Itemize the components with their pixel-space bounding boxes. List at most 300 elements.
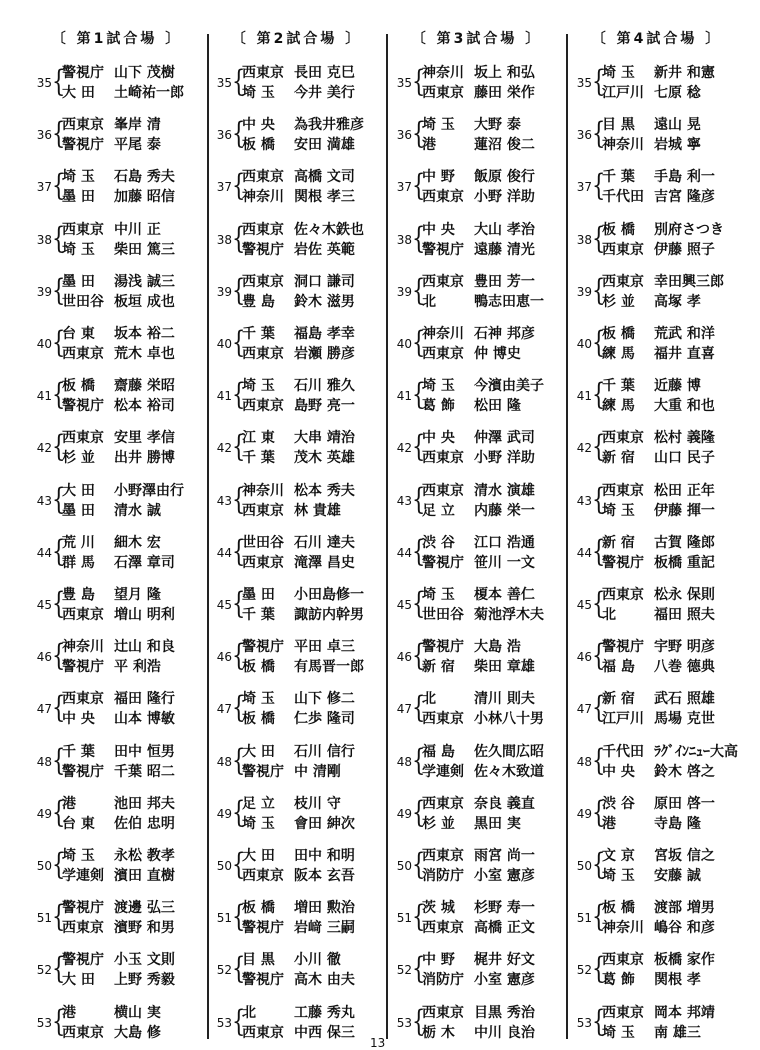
player-name: 枝川 守 (294, 795, 341, 812)
player-name: 佐久間広昭 (474, 743, 544, 760)
competitor-bottom (602, 709, 715, 729)
team-name: 埼 玉 (602, 868, 635, 884)
pairing-brace-icon: { (52, 638, 66, 674)
team-name: 警視庁 (422, 241, 464, 258)
player-name: 土崎祐一郎 (114, 85, 184, 101)
match-number: 42 (36, 441, 52, 456)
team-name: 西東京 (602, 1004, 644, 1021)
player-name: 内藤 栄一 (474, 502, 535, 519)
team-name: 江 東 (242, 430, 275, 447)
competitor-bottom (62, 135, 161, 155)
competitor-top (62, 428, 175, 448)
player-name: 清水 演雄 (474, 482, 535, 499)
competitor-top (602, 1003, 715, 1023)
player-name: 今井 美行 (294, 85, 355, 101)
player-name: 遠藤 清光 (474, 241, 535, 258)
competitor-top (242, 481, 355, 501)
pairing-brace-icon: { (52, 272, 66, 308)
pairing-brace-icon: { (232, 951, 246, 987)
competitor-top (62, 794, 175, 814)
team-name: 学連剣 (422, 763, 464, 780)
player-name: 小川 徹 (294, 952, 341, 969)
match-number: 43 (576, 493, 592, 508)
player-name: 福島 孝幸 (294, 326, 355, 342)
team-name: 埼 玉 (242, 378, 275, 395)
player-name: 菊池浮木夫 (474, 607, 544, 623)
competitor-top (602, 272, 724, 292)
competitor-top (602, 167, 715, 187)
competitor-bottom (242, 657, 364, 677)
team-name: 埼 玉 (62, 241, 95, 258)
match-entry (28, 532, 206, 576)
match-number: 49 (576, 806, 592, 821)
team-name: 西東京 (422, 273, 464, 290)
player-name: 飯原 俊行 (474, 169, 535, 186)
competitor-bottom (602, 292, 701, 312)
competitor-bottom (242, 866, 355, 886)
player-name: 杉野 寿一 (474, 900, 535, 917)
team-name: 埼 玉 (62, 848, 95, 864)
team-name: 世田谷 (422, 607, 464, 623)
player-name: 岩城 寧 (654, 137, 701, 154)
player-name: 宮坂 信之 (654, 848, 715, 864)
team-name: 中 央 (422, 430, 455, 447)
player-name: 安藤 誠 (654, 868, 701, 884)
competitor-bottom (242, 553, 355, 573)
competitor-top (602, 324, 715, 344)
pairing-brace-icon: { (412, 377, 426, 413)
competitor-top (602, 63, 715, 83)
match-number: 49 (396, 806, 412, 821)
team-name: 西東京 (62, 117, 104, 134)
match-entry (28, 897, 206, 941)
player-name: 小室 憲彦 (474, 868, 535, 884)
competitor-bottom (242, 292, 355, 312)
team-name: 警視庁 (62, 952, 104, 969)
match-number: 38 (36, 232, 52, 247)
pairing-brace-icon: { (592, 168, 606, 204)
team-name: 西東京 (422, 189, 464, 206)
pairing-brace-icon: { (232, 220, 246, 256)
competitor-bottom (62, 501, 161, 521)
competitor-top (62, 115, 161, 135)
team-name: 神奈川 (422, 65, 464, 81)
competitor-top (602, 220, 724, 240)
team-name: 千 葉 (242, 450, 275, 467)
team-name: 板 橋 (242, 137, 275, 154)
player-name: 馬場 克世 (654, 711, 715, 728)
team-name: 警視庁 (62, 900, 104, 917)
player-name: 豊田 芳一 (474, 273, 535, 290)
pairing-brace-icon: { (592, 690, 606, 726)
player-name: 有馬晋一郎 (294, 659, 364, 676)
team-name: 埼 玉 (242, 815, 275, 832)
competitor-top (422, 167, 535, 187)
player-name: 松田 隆 (474, 398, 521, 415)
competitor-top (62, 533, 161, 553)
team-name: 葛 飾 (602, 972, 635, 989)
team-name: 西東京 (242, 554, 284, 571)
player-name: 湯浅 誠三 (114, 273, 175, 290)
player-name: 高木 由夫 (294, 972, 355, 989)
competitor-top (422, 481, 535, 501)
team-name: 中 野 (422, 169, 455, 186)
match-number: 50 (396, 859, 412, 873)
player-name: 荒木 卓也 (114, 346, 175, 362)
player-name: 細木 宏 (114, 534, 161, 551)
match-entry (208, 323, 386, 367)
competitor-bottom (62, 396, 175, 416)
player-name: 辻山 和良 (114, 639, 175, 656)
match-entry (568, 949, 746, 993)
competitor-bottom (422, 1023, 535, 1043)
team-name: 千 葉 (242, 607, 275, 623)
team-name: 警視庁 (602, 639, 644, 656)
player-name: 目黒 秀治 (474, 1004, 535, 1021)
team-name: 北 (422, 293, 436, 310)
team-name: 板 橋 (242, 711, 275, 728)
competitor-bottom (422, 605, 544, 625)
team-name: 板 橋 (602, 326, 635, 342)
match-number: 37 (36, 180, 52, 195)
competitor-bottom (422, 657, 535, 677)
match-number: 46 (36, 650, 52, 665)
player-name: 平田 卓三 (294, 639, 355, 656)
pairing-brace-icon: { (52, 690, 66, 726)
team-name: 警視庁 (242, 241, 284, 258)
player-name: 七原 稔 (654, 85, 701, 101)
match-number: 41 (216, 389, 232, 404)
match-entry (388, 688, 566, 732)
match-number: 35 (576, 76, 592, 90)
competitor-top (422, 585, 535, 605)
match-entry (208, 584, 386, 628)
pairing-brace-icon: { (232, 116, 246, 152)
pairing-brace-icon: { (592, 481, 606, 517)
match-number: 44 (36, 545, 52, 560)
match-entry (568, 114, 746, 158)
competitor-top (602, 846, 715, 866)
player-name: 増田 勲治 (294, 900, 355, 917)
player-name: 佐々木致道 (474, 763, 544, 780)
pairing-brace-icon: { (52, 429, 66, 465)
player-name: 南 雄三 (654, 1024, 701, 1041)
player-name: 中川 正 (114, 221, 161, 238)
team-name: 西東京 (602, 430, 644, 447)
match-entry (568, 62, 746, 106)
player-name: 田中 和明 (294, 848, 355, 864)
player-name: 武石 照雄 (654, 691, 715, 708)
match-number: 49 (216, 806, 232, 821)
competitor-top (242, 272, 355, 292)
player-name: 茂木 英雄 (294, 450, 355, 467)
team-name: 埼 玉 (602, 1024, 635, 1041)
team-name: 埼 玉 (62, 169, 95, 186)
match-number: 37 (576, 180, 592, 195)
competitor-bottom (422, 970, 535, 990)
player-name: 坂本 裕二 (114, 326, 175, 342)
pairing-brace-icon: { (592, 638, 606, 674)
player-name: 奈良 義直 (474, 795, 535, 812)
match-number: 40 (216, 337, 232, 351)
match-number: 40 (576, 337, 592, 351)
pairing-brace-icon: { (412, 429, 426, 465)
match-entry (28, 949, 206, 993)
competitor-top (602, 637, 715, 657)
match-entry (388, 323, 566, 367)
player-name: 黒田 実 (474, 815, 521, 832)
competitor-top (242, 428, 355, 448)
match-entry (568, 584, 746, 628)
competitor-top (62, 63, 175, 83)
match-number: 49 (36, 806, 52, 821)
competitor-top (602, 428, 715, 448)
match-entry (208, 897, 386, 941)
match-number: 38 (216, 232, 232, 247)
competitor-bottom (242, 187, 355, 207)
team-name: 西東京 (422, 450, 464, 467)
pairing-brace-icon: { (232, 742, 246, 778)
team-name: 西東京 (62, 1024, 104, 1041)
competitor-bottom (62, 918, 175, 938)
match-entry (28, 480, 206, 524)
player-name: 大野 泰 (474, 117, 521, 134)
player-name: 横山 実 (114, 1004, 161, 1021)
match-entry (28, 1002, 206, 1046)
team-name: 警視庁 (242, 920, 284, 937)
team-name: 文 京 (602, 848, 635, 864)
competitor-bottom (602, 448, 715, 468)
team-name: 豊 島 (242, 293, 275, 310)
team-name: 西東京 (242, 346, 284, 362)
team-name: 西東京 (62, 920, 104, 937)
match-entry (388, 532, 566, 576)
competitor-top (242, 1003, 355, 1023)
player-name: 上野 秀毅 (114, 972, 175, 989)
competitor-top (422, 637, 521, 657)
player-name: 工藤 秀丸 (294, 1004, 355, 1021)
competitor-top (602, 115, 701, 135)
team-name: 渋 谷 (602, 795, 635, 812)
pairing-brace-icon: { (232, 533, 246, 569)
player-name: 八巻 德典 (654, 659, 715, 676)
competitor-top (62, 689, 175, 709)
competitor-top (602, 689, 715, 709)
pairing-brace-icon: { (232, 272, 246, 308)
match-number: 36 (216, 128, 232, 143)
player-name: 坂上 和弘 (474, 65, 535, 81)
match-number: 50 (576, 859, 592, 873)
competitor-top (62, 742, 175, 762)
player-name: 千葉 昭二 (114, 763, 175, 780)
team-name: 港 (62, 795, 76, 812)
match-number: 53 (576, 1015, 592, 1030)
team-name: 千 葉 (242, 326, 275, 342)
team-name: 西東京 (602, 273, 644, 290)
player-name: 岡本 邦靖 (654, 1004, 715, 1021)
player-name: 松村 義隆 (654, 430, 715, 447)
match-number: 46 (576, 650, 592, 665)
match-entry (568, 166, 746, 210)
player-name: 鴨志田恵一 (474, 293, 544, 310)
player-name: 渡邊 弘三 (114, 900, 175, 917)
match-entry (28, 114, 206, 158)
player-name: 福田 照夫 (654, 607, 715, 623)
match-entry (208, 845, 386, 889)
pairing-brace-icon: { (232, 481, 246, 517)
pairing-brace-icon: { (232, 377, 246, 413)
match-number: 51 (396, 911, 412, 926)
pairing-brace-icon: { (412, 220, 426, 256)
match-entry (28, 636, 206, 680)
team-name: 警視庁 (422, 639, 464, 656)
team-name: 大 田 (62, 972, 95, 989)
match-number: 37 (396, 180, 412, 195)
player-name: 関根 孝三 (294, 189, 355, 206)
match-entry (28, 271, 206, 315)
team-name: 中 央 (602, 763, 635, 780)
match-entry (28, 688, 206, 732)
team-name: 荒 川 (62, 534, 95, 551)
match-number: 43 (396, 493, 412, 508)
match-number: 40 (36, 337, 52, 351)
competitor-top (602, 481, 715, 501)
pairing-brace-icon: { (412, 586, 426, 621)
player-name: 宇野 明彦 (654, 639, 715, 656)
player-name: 中川 良治 (474, 1024, 535, 1041)
match-number: 51 (216, 911, 232, 926)
court-header: 〔 第3試合場 〕 (411, 31, 543, 47)
pairing-brace-icon: { (592, 742, 606, 778)
competitor-bottom (242, 448, 355, 468)
competitor-bottom (62, 657, 161, 677)
team-name: 栃 木 (422, 1024, 455, 1041)
pairing-brace-icon: { (412, 64, 426, 99)
match-entry (28, 793, 206, 837)
match-number: 48 (36, 754, 52, 769)
match-entry (568, 1002, 746, 1046)
competitor-top (422, 428, 535, 448)
team-name: 神奈川 (242, 189, 284, 206)
pairing-brace-icon: { (232, 325, 246, 360)
competitor-top (62, 481, 184, 501)
player-name: 板橋 家作 (654, 952, 715, 969)
team-name: 世田谷 (242, 534, 284, 551)
competitor-top (422, 846, 535, 866)
competitor-top (62, 272, 175, 292)
team-name: 西東京 (422, 1004, 464, 1021)
team-name: 新 宿 (422, 659, 455, 676)
competitor-top (242, 898, 355, 918)
pairing-brace-icon: { (52, 325, 66, 360)
competitor-bottom (242, 762, 341, 782)
player-name: 江口 浩通 (474, 534, 535, 551)
pairing-brace-icon: { (592, 951, 606, 987)
player-name: 島野 亮一 (294, 398, 355, 415)
player-name: 嶋谷 和彦 (654, 920, 715, 937)
team-name: 大 田 (242, 848, 275, 864)
competitor-top (602, 585, 715, 605)
team-name: 港 (602, 815, 616, 832)
player-name: 藤田 栄作 (474, 85, 535, 101)
match-entry (208, 1002, 386, 1046)
pairing-brace-icon: { (52, 794, 66, 830)
team-name: 福 島 (602, 659, 635, 676)
match-number: 48 (216, 754, 232, 769)
competitor-bottom (602, 1023, 701, 1043)
pairing-brace-icon: { (52, 847, 66, 882)
competitor-bottom (242, 709, 355, 729)
competitor-top (422, 1003, 535, 1023)
player-name: ﾗｸﾞｲﾝﾆｭｰ大高 (654, 743, 738, 760)
team-name: 江戸川 (602, 85, 644, 101)
team-name: 西東京 (62, 346, 104, 362)
team-name: 目 黒 (242, 952, 275, 969)
player-name: 大串 靖治 (294, 430, 355, 447)
pairing-brace-icon: { (412, 168, 426, 204)
team-name: 西東京 (422, 346, 464, 362)
match-number: 42 (216, 441, 232, 456)
match-number: 48 (576, 754, 592, 769)
court-column (388, 28, 566, 1041)
team-name: 群 馬 (62, 554, 95, 571)
competitor-bottom (422, 814, 521, 834)
match-number: 41 (396, 389, 412, 404)
pairing-brace-icon: { (52, 586, 66, 621)
competitor-bottom (422, 918, 535, 938)
pairing-brace-icon: { (412, 272, 426, 308)
team-name: 学連剣 (62, 868, 104, 884)
team-name: 目 黒 (602, 117, 635, 134)
player-name: 柴田 章雄 (474, 659, 535, 676)
competitor-top (242, 533, 355, 553)
player-name: 松本 裕司 (114, 398, 175, 415)
player-name: 板垣 成也 (114, 293, 175, 310)
player-name: 笹川 一文 (474, 554, 535, 571)
match-entry (208, 427, 386, 471)
competitor-bottom (602, 605, 715, 625)
match-entry (208, 375, 386, 419)
match-entry (208, 741, 386, 785)
player-name: 新井 和憲 (654, 65, 715, 81)
player-name: 福井 直喜 (654, 346, 715, 362)
pairing-brace-icon: { (592, 533, 606, 569)
competitor-top (602, 794, 715, 814)
match-entry (388, 584, 566, 628)
team-name: 西東京 (242, 398, 284, 415)
team-name: 埼 玉 (602, 65, 635, 81)
match-entry (388, 166, 566, 210)
competitor-top (62, 376, 175, 396)
competitor-top (242, 220, 364, 240)
team-name: 北 (602, 607, 616, 623)
player-name: 石川 雅久 (294, 378, 355, 395)
pairing-brace-icon: { (592, 794, 606, 830)
competitor-bottom (602, 396, 715, 416)
match-entry (568, 219, 746, 263)
match-entry (208, 62, 386, 106)
player-name: 吉宮 隆彦 (654, 189, 715, 206)
player-name: 石川 達夫 (294, 534, 355, 551)
team-name: 中 央 (242, 117, 275, 134)
match-entry (568, 688, 746, 732)
match-number: 36 (396, 128, 412, 143)
team-name: 杉 並 (62, 450, 95, 467)
match-entry (568, 532, 746, 576)
team-name: 西東京 (602, 482, 644, 499)
match-entry (568, 897, 746, 941)
pairing-brace-icon: { (52, 899, 66, 935)
